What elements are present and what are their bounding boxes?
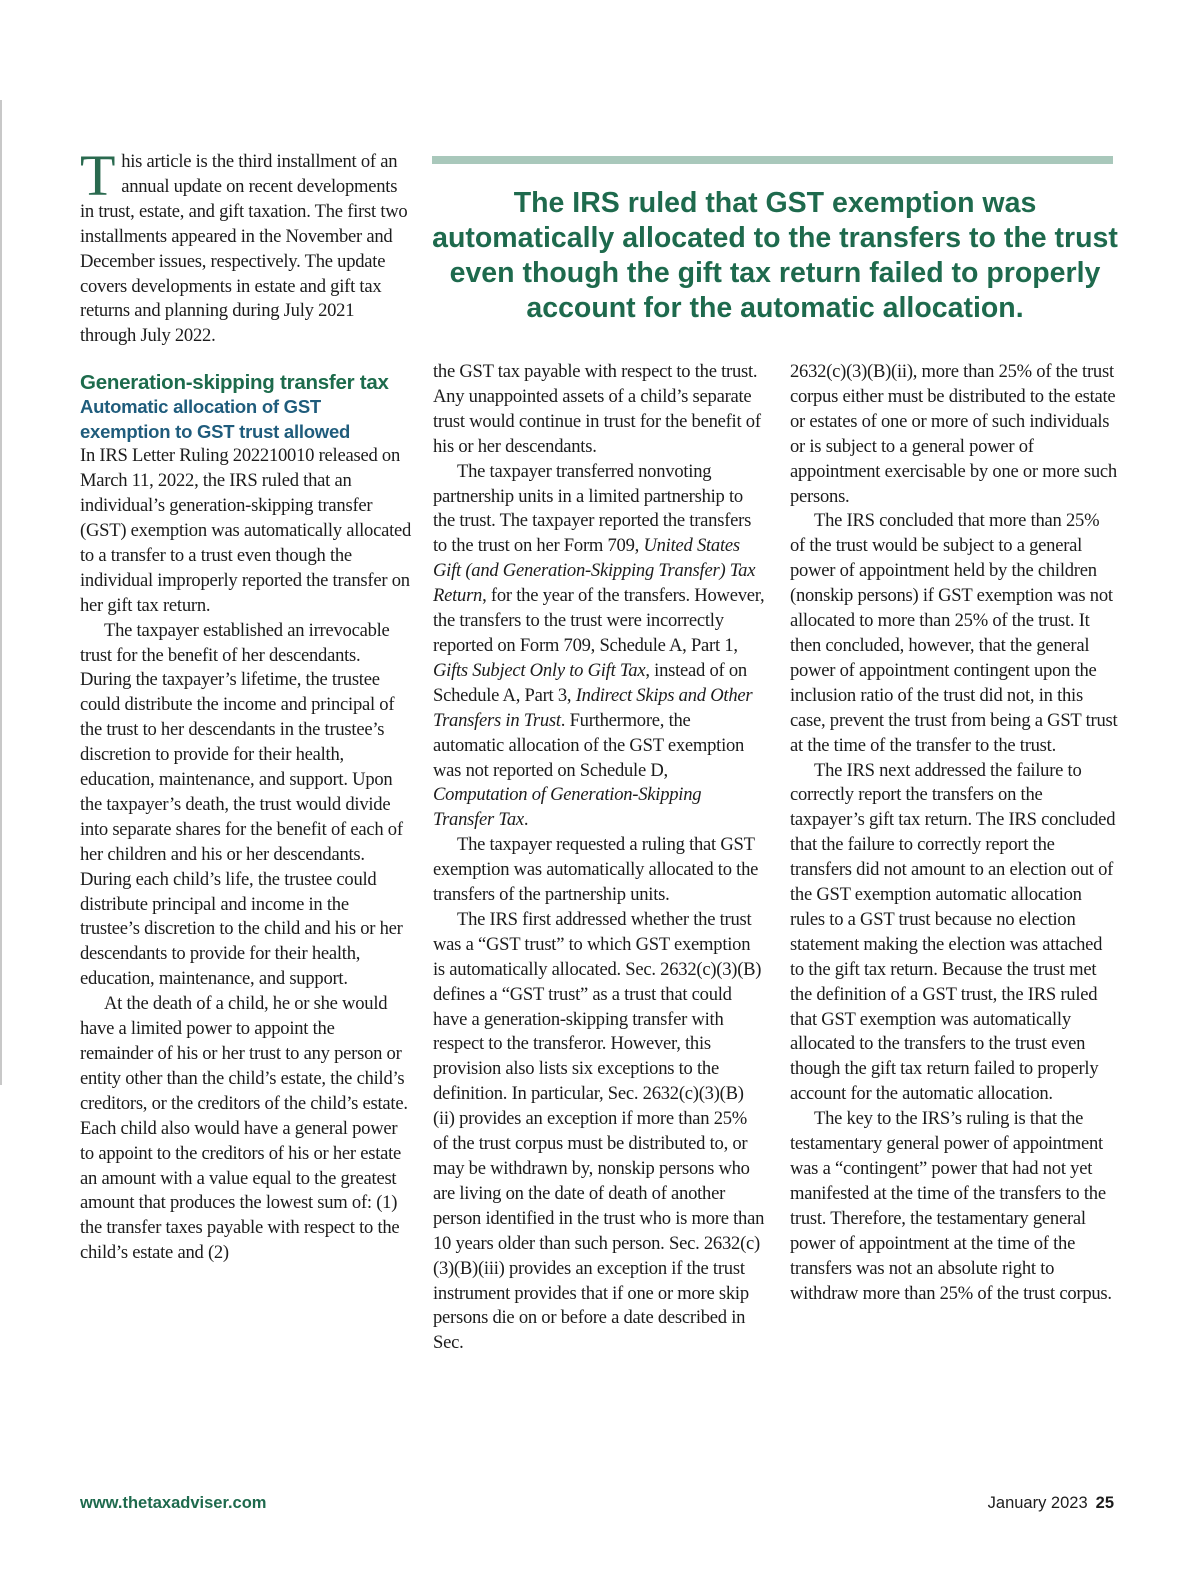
- section-heading: Generation-skipping transfer tax: [80, 371, 389, 395]
- body-paragraph: In IRS Letter Ruling 202210010 released on March 11, 2022, the IRS ruled that an individual’s generation-skipping transfer (GST) exemption was automatically allocated to a transfer to a trust even though the individual improperly reported the transfer on her gift tax return.: [80, 445, 412, 616]
- column-2: [433, 360, 765, 1356]
- text-run: , instead of on Schedule A, Part 3,: [433, 659, 747, 706]
- body-paragraph: 2632(c)(3)(B)(ii), more than 25% of the trust corpus either must be distributed to the estate or estates of one or more of such individuals or is subject to a general power of appointment exercisable by one or more such persons.: [790, 361, 1117, 507]
- page-edge-line: [0, 100, 2, 1085]
- pullquote: The IRS ruled that GST exemption was automatically allocated to the transfers to the trust even though the gift tax return failed to properly account for the automatic allocation.: [432, 187, 1118, 324]
- intro-paragraph: [80, 143, 412, 349]
- footer-date: January 2023: [987, 1494, 1088, 1512]
- body-paragraph: the GST tax payable with respect to the trust. Any unappointed assets of a child’s separate trust would continue in trust for the benefit of his or her descendants.: [433, 361, 761, 457]
- italic-title: Indirect Skips and Other Transfers in Trust: [433, 684, 753, 731]
- body-paragraph: The taxpayer requested a ruling that GST exemption was automatically allocated to the transfers of the partnership units.: [433, 834, 759, 906]
- intro-text: his article is the third installment of an annual update on recent developments in trust, estate, and gift taxation. The first two installments appeared in the November and December issues, respectively. The update covers developments in estate and gift tax returns and planning during July 2021 through July 2022.: [80, 151, 408, 347]
- text-run: . Furthermore, the automatic allocation of the GST exemption was not reported on Schedule D,: [433, 709, 745, 781]
- text-run: The taxpayer transferred nonvoting partnership units in a limited partnership to the trust. The taxpayer reported the transfers to the trust on her Form 709,: [433, 460, 752, 557]
- body-paragraph: The key to the IRS’s ruling is that the testamentary general power of appointment was a “contingent” power that had not yet manifested at the time of the transfers to the trust. Therefore, the testamentary general power of appointment at the time of the transfers was not an absolute right to withdraw more than 25% of the trust corpus.: [790, 1108, 1112, 1304]
- column-1: [80, 143, 412, 1266]
- body-paragraph: The IRS first addressed whether the trust was a “GST trust” to which GST exemption is automatically allocated. Sec. 2632(c)(3)(B) defines a “GST trust” as a trust that could have a generation-skipping transfer with respect to the transferor. However, this provision also lists six exceptions to the definition. In particular, Sec. 2632(c)(3)(B)(ii) provides an exception if more than 25% of the trust corpus must be distributed to, or may be withdrawn by, nonskip persons who are living on the date of death of another person identified in the trust who is more than 10 years older than such person. Sec. 2632(c)(3)(B)(iii) provides an exception if the trust instrument provides that if one or more skip persons die on or before a date described in Sec.: [433, 908, 765, 1354]
- italic-title: Gifts Subject Only to Gift Tax: [433, 659, 646, 681]
- pullquote-rule: [432, 156, 1113, 164]
- column-3: [790, 360, 1118, 1306]
- italic-title: Computation of Generation-Skipping Transfer Tax: [433, 784, 702, 831]
- text-run: .: [523, 809, 529, 831]
- subheading: Automatic allocation of GST exemption to GST trust allowed: [80, 396, 351, 442]
- drop-cap: T: [80, 143, 116, 208]
- footer-date-page: [988, 1494, 1114, 1513]
- body-paragraph: The taxpayer established an irrevocable trust for the benefit of her descendants. During the taxpayer’s lifetime, the trustee could distribute the income and principal of the trust to her descendants in the trustee’s discretion to provide for their health, education, maintenance, and support. Upon the taxpayer’s death, the trust would divide into separate shares for the benefit of each of her children and his or her descendants. During each child’s life, the trustee could distribute principal and income in the trustee’s discretion to the child and his or her descendants to provide for their health, education, maintenance, and support.: [80, 619, 403, 990]
- body-paragraph: The IRS concluded that more than 25% of the trust would be subject to a general power of appointment held by the children (nonskip persons) if GST exemption was not allocated to more than 25% of the trust. It then concluded, however, that the general power of appointment contingent upon the inclusion ratio of the trust did not, in this case, prevent the trust from being a GST trust at the time of the transfer to the trust.: [790, 510, 1118, 756]
- body-paragraph: The IRS next addressed the failure to correctly report the transfers on the taxpayer’s gift tax return. The IRS concluded that the failure to correctly report the transfers did not amount to an election out of the GST exemption automatic allocation rules to a GST trust because no election statement making the election was attached to the gift tax return. Because the trust met the definition of a GST trust, the IRS ruled that GST exemption was automatically allocated to the transfers to the trust even though the gift tax return failed to properly account for the automatic allocation.: [790, 759, 1116, 1105]
- text-run: , for the year of the transfers. However, the transfers to the trust were incorrectly reported on Form 709, Schedule A, Part 1,: [433, 585, 765, 656]
- footer-url[interactable]: www.thetaxadviser.com: [80, 1494, 267, 1512]
- body-paragraph: At the death of a child, he or she would have a limited power to appoint the remainder of his or her trust to any person or entity other than the child’s estate, the child’s creditors, or the creditors of the child’s estate. Each child also would have a general power to appoint to the creditors of his or her estate an amount with a value equal to the greatest amount that produces the lowest sum of: (1) the transfer taxes payable with respect to the child’s estate and (2): [80, 993, 408, 1264]
- body-paragraph: [433, 460, 765, 834]
- italic-title: United States Gift (and Generation-Skipping Transfer) Tax Return: [433, 535, 756, 607]
- page-number: 25: [1095, 1494, 1114, 1512]
